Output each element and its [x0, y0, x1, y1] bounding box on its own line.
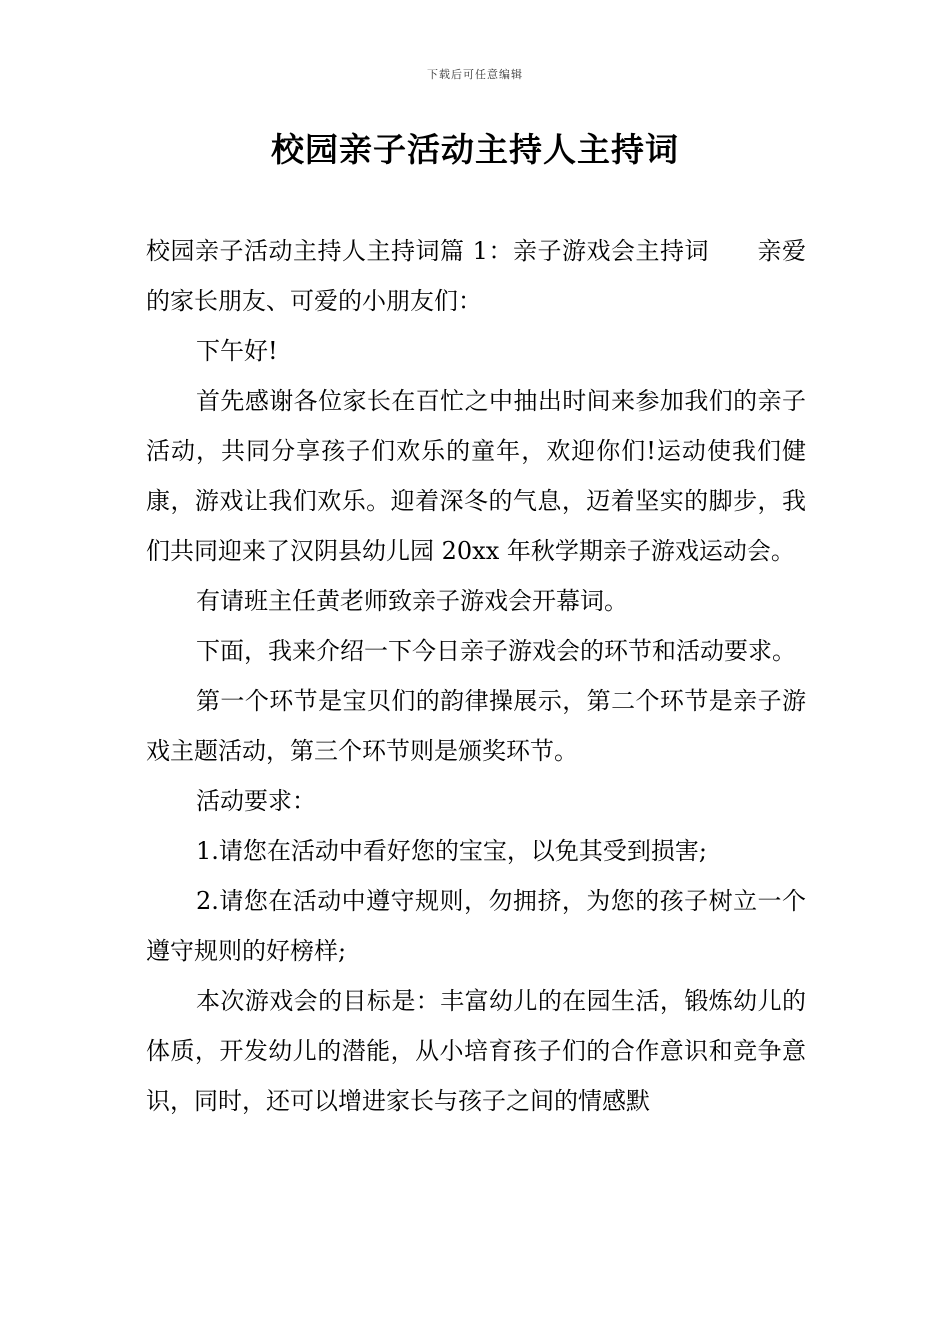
body-paragraph-requirements-heading: 活动要求： — [196, 787, 316, 815]
document-body — [146, 226, 806, 1126]
body-paragraph-requirement-2: 2.请您在活动中遵守规则，勿拥挤，为您的孩子树立一个遵守规则的好榜样; — [146, 887, 806, 965]
body-paragraph-sections: 第一个环节是宝贝们的韵律操展示，第二个环节是亲子游戏主题活动，第三个环节则是颁奖环节。 — [146, 687, 806, 765]
body-paragraph-welcome: 首先感谢各位家长在百忙之中抽出时间来参加我们的亲子活动，共同分享孩子们欢乐的童年，欢迎你们!运动使我们健康，游戏让我们欢乐。迎着深冬的气息，迈着坚实的脚步，我们共同迎来了汉阴县幼儿园 20xx 年秋学期亲子游戏运动会。 — [146, 387, 806, 565]
document-title: 校园亲子活动主持人主持词 — [271, 130, 679, 169]
intro-lead: 校园亲子活动主持人主持词篇 1：亲子游戏会主持词 — [146, 237, 709, 265]
intro-paragraph — [146, 226, 806, 326]
body-paragraph-introduction: 下面，我来介绍一下今日亲子游戏会的环节和活动要求。 — [196, 637, 796, 665]
header-note: 下载后可任意编辑 — [427, 68, 523, 81]
body-paragraph-goals: 本次游戏会的目标是：丰富幼儿的在园生活，锻炼幼儿的体质，开发幼儿的潜能，从小培育孩子们的合作意识和竞争意识，同时，还可以增进家长与孩子之间的情感默 — [146, 987, 806, 1115]
intro-tail: 亲爱的家长朋友、可爱的小朋友们： — [146, 237, 806, 315]
body-paragraph-requirement-1: 1.请您在活动中看好您的宝宝，以免其受到损害; — [196, 837, 707, 865]
body-paragraph-greeting: 下午好! — [196, 337, 278, 365]
body-paragraph-opening: 有请班主任黄老师致亲子游戏会开幕词。 — [196, 587, 628, 615]
